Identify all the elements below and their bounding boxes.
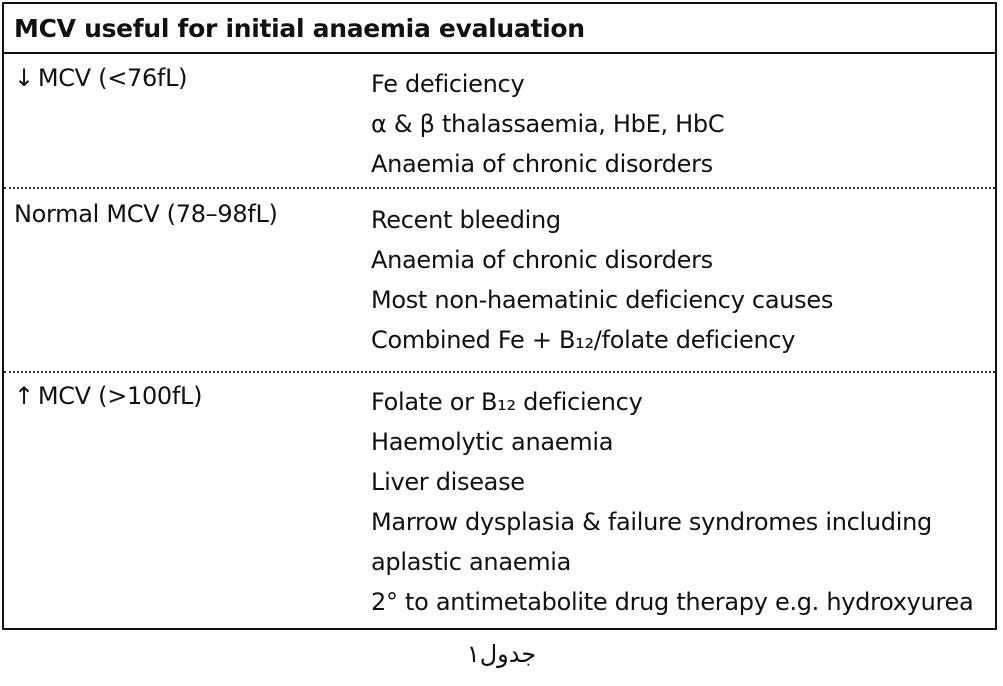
arrow-up-icon: ↑	[14, 382, 34, 410]
cause-item: Combined Fe + B₁₂/folate deficiency	[371, 326, 796, 354]
mcv-high-label-text: MCV (>100fL)	[37, 382, 203, 410]
table-title: MCV useful for initial anaemia evaluation	[4, 4, 995, 54]
cause-item: Anaemia of chronic disorders	[371, 150, 713, 178]
cause-item: Anaemia of chronic disorders	[371, 246, 713, 274]
table-caption: جدول۱	[466, 640, 537, 668]
mcv-normal-label	[14, 200, 278, 228]
mcv-high-causes	[371, 382, 973, 622]
cause-item: Liver disease	[371, 468, 525, 496]
mcv-normal-label-text: Normal MCV (78–98fL)	[14, 200, 278, 228]
cause-item: Most non-haematinic deficiency causes	[371, 286, 834, 314]
mcv-low-group	[4, 54, 995, 187]
cause-item: α & β thalassaemia, HbE, HbC	[371, 110, 725, 138]
arrow-down-icon: ↓	[14, 64, 34, 92]
mcv-high-label	[14, 382, 202, 410]
cause-item: Haemolytic anaemia	[371, 428, 614, 456]
anaemia-mcv-table	[2, 2, 997, 630]
cause-item: 2° to antimetabolite drug therapy e.g. hydroxyurea	[371, 588, 974, 616]
mcv-low-causes	[371, 64, 724, 184]
mcv-normal-group	[4, 187, 995, 371]
mcv-high-group	[4, 371, 995, 626]
mcv-low-label	[14, 64, 187, 92]
mcv-low-label-text: MCV (<76fL)	[37, 64, 188, 92]
mcv-normal-causes	[371, 200, 833, 360]
cause-item: Marrow dysplasia & failure syndromes including aplastic anaemia	[371, 508, 932, 576]
cause-item: Fe deficiency	[371, 70, 525, 98]
cause-item: Folate or B₁₂ deficiency	[371, 388, 643, 416]
cause-item: Recent bleeding	[371, 206, 561, 234]
